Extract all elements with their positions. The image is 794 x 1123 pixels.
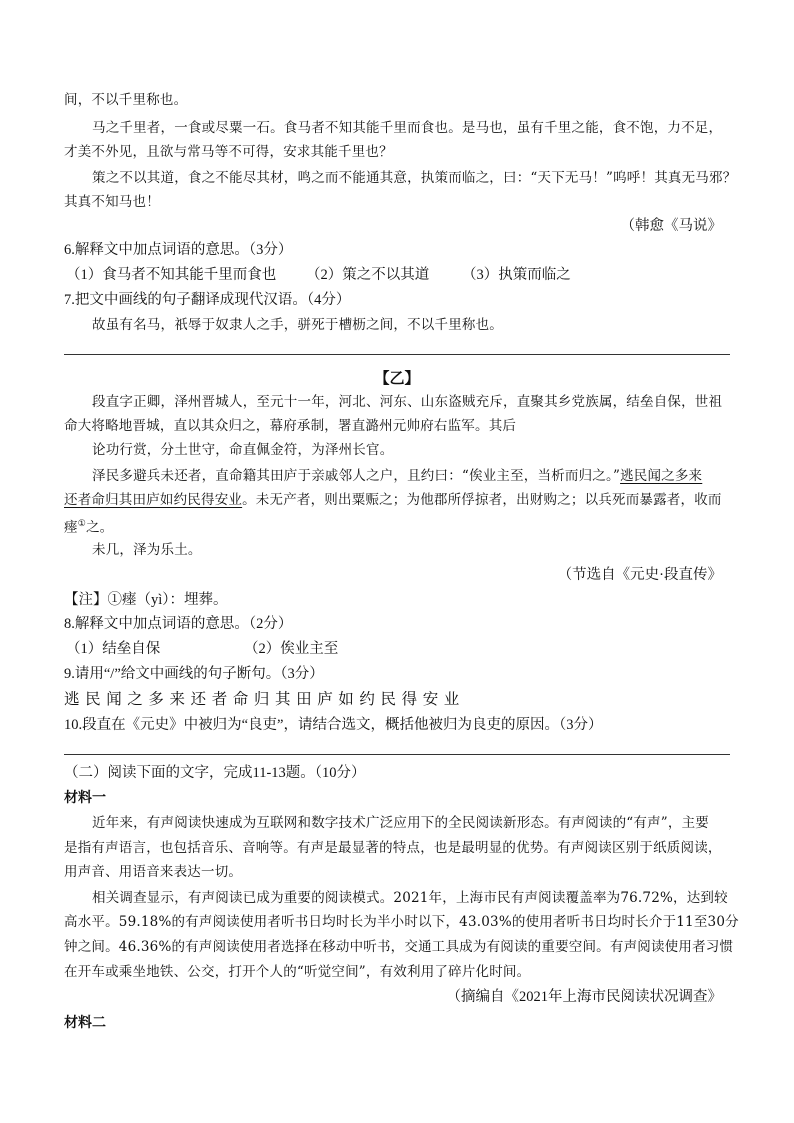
yi-underlined-sentence-part1: 逃民闻之多来	[620, 468, 703, 484]
q8-item-1: （1）结垒自保	[66, 641, 161, 657]
yi-p2-line2	[64, 490, 722, 510]
m1-p2-line3: 钟之间。46.36%的有声阅读使用者选择在移动中听书，交通工具成为有阅读的重要空间。有声阅读使用者习惯	[64, 939, 734, 955]
q10-stem: 10.段直在《元史》中被归为“良吏”，请结合选文，概括他被归为良吏的原因。（3分）	[64, 717, 603, 733]
divider-1	[64, 354, 730, 355]
q6-item-2: （2）策之不以其道	[306, 267, 430, 283]
yi-p3: 未几，泽为乐土。	[92, 542, 202, 558]
q6-stem: 6.解释文中加点词语的意思。（3分）	[64, 242, 293, 258]
yi-p2-line3-end: 之。	[85, 519, 114, 536]
q7-sentence: 故虽有名马，祇辱于奴隶人之手，骈死于槽枥之间，不以千里称也。	[92, 317, 503, 333]
m1-p2-line4: 在开车或乘坐地铁、公交，打开个人的“听觉空间”，有效利用了碎片化时间。	[64, 964, 531, 980]
yi-p1-line1: 段直字正卿，泽州晋城人，至元十一年，河北、河东、山东盗贼充斥，直聚其乡党族属，结垒自保，世祖	[92, 394, 723, 410]
yi-p2-line3	[64, 514, 113, 538]
q9-sentence: 逃民闻之多来还者命归其田庐如约民得安业	[64, 691, 465, 708]
jia-p2-line2: 其真不知马也！	[64, 194, 160, 210]
yi-p1-line3: 论功行赏，分土世守，命直佩金符，为泽州长官。	[92, 442, 394, 458]
jia-line0: 间，不以千里称也。	[64, 92, 188, 108]
footnote-marker: ①	[77, 519, 86, 529]
yi-p1-line2: 命大将略地晋城，直以其众归之，幕府承制，署直潞州元帅府右监军。其后	[64, 418, 517, 434]
q6-item-3: （3）执策而临之	[462, 267, 571, 283]
m1-p1-line1: 近年来，有声阅读快速成为互联网和数字技术广泛应用下的全民阅读新形态。有声阅读的“有声”，主要	[92, 815, 710, 831]
q8-item-2: （2）俟业主至	[244, 641, 339, 657]
material-1-title: 材料一	[64, 790, 106, 806]
yi-p2-line2-text: 。未无产者，则出粟赈之；为他郡所俘掠者，出财购之；以兵死而暴露者，收而	[242, 492, 722, 508]
m1-p2-line1: 相关调查显示，有声阅读已成为重要的阅读模式。2021年，上海市民有声阅读覆盖率为76.72%，达到较	[92, 890, 728, 906]
yi-p2-line1-text: 泽民多避兵未还者，直命籍其田庐于亲戚邻人之户，且约曰：“俟业主至，当析而归之。”	[92, 468, 621, 484]
yi-title: 【乙】	[374, 369, 420, 387]
yi-note: 【注】①瘗（yì）：埋葬。	[64, 592, 228, 608]
yi-p2-line3-text: 瘗	[64, 519, 78, 536]
jia-source: （韩愈《马说》	[620, 218, 722, 234]
yi-p2-line1	[92, 466, 702, 486]
m1-p2-line2: 高水平。59.18%的有声阅读使用者听书日均时长为半小时以下，43.03%的使用者听书日均时长介于11至30分	[64, 914, 739, 930]
divider-2	[64, 754, 730, 755]
material-2-title: 材料二	[64, 1015, 106, 1031]
jia-p2-line1: 策之不以其道，食之不能尽其材，鸣之而不能通其意，执策而临之，曰：“天下无马！”呜呼！其真无马邪？	[92, 170, 737, 186]
jia-p1-line1: 马之千里者，一食或尽粟一石。食马者不知其能千里而食也。是马也，虽有千里之能，食不饱，力不足，	[92, 120, 723, 136]
m1-source: （摘编自《2021年上海市民阅读状况调查》	[446, 989, 722, 1005]
m1-p1-line2: 是指有声语言，也包括音乐、音响等。有声是最显著的特点，也是最明显的优势。有声阅读区别于纸质阅读，	[64, 840, 722, 856]
m1-p1-line3: 用声音、用语音来表达一切。	[64, 864, 243, 880]
q6-item-1: （1）食马者不知其能千里而食也	[66, 267, 277, 283]
q9-stem: 9.请用“/”给文中画线的句子断句。（3分）	[64, 666, 324, 682]
yi-underlined-sentence-part2: 还者命归其田庐如约民得安业	[64, 492, 243, 508]
jia-p1-line2: 才美不外见，且欲与常马等不可得，安求其能千里也？	[64, 144, 393, 160]
q7-stem: 7.把文中画线的句子翻译成现代汉语。（4分）	[64, 292, 351, 308]
q8-stem: 8.解释文中加点词语的意思。（2分）	[64, 616, 293, 632]
yi-source: （节选自《元史·段直传》	[557, 567, 722, 583]
part2-heading: （二）阅读下面的文字，完成11-13题。（10分）	[64, 765, 366, 781]
